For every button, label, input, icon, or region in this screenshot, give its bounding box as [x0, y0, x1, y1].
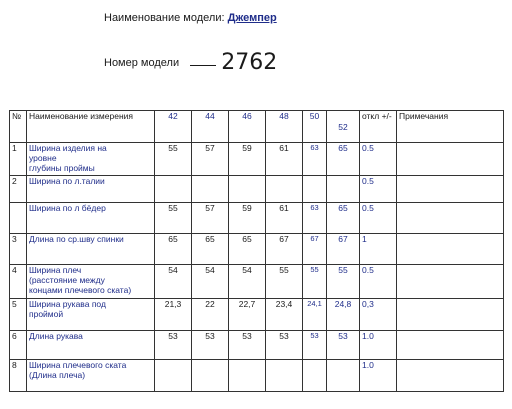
measurement-name — [27, 265, 155, 299]
deviation-cell: 0.5 — [360, 203, 397, 234]
col-header-size: 42 — [155, 111, 192, 143]
measurement-name — [27, 331, 155, 360]
model-number-label: Номер модели — [104, 57, 180, 69]
size-value-cell: 63 — [303, 203, 327, 234]
measurement-name-line: Ширина плечевого ската — [29, 360, 127, 370]
col-header-size: 46 — [229, 111, 266, 143]
size-value-cell: 23,4 — [266, 299, 303, 331]
size-value-cell — [327, 176, 360, 203]
measurement-table — [9, 110, 504, 392]
size-value-cell — [229, 360, 266, 392]
size-value-cell: 59 — [229, 203, 266, 234]
notes-cell — [397, 234, 504, 265]
col-header-size: 52 — [327, 111, 360, 143]
size-value-cell: 63 — [303, 143, 327, 176]
measurement-name-line: (расстояние между — [29, 275, 105, 285]
measurement-name — [27, 299, 155, 331]
col-header-size: 44 — [192, 111, 229, 143]
col-header-size: 50 — [303, 111, 327, 143]
measurement-name-line: глубины проймы — [29, 163, 95, 173]
col-header-deviation: откл +/- — [360, 111, 397, 143]
model-number-value: 2762 — [221, 50, 278, 75]
size-value-cell: 65 — [229, 234, 266, 265]
size-value-cell: 67 — [266, 234, 303, 265]
model-name-value: Джемпер — [227, 12, 277, 24]
row-number: 3 — [10, 234, 27, 265]
model-name-label: Наименование модели: — [104, 12, 225, 24]
size-value-cell: 54 — [192, 265, 229, 299]
notes-cell — [397, 265, 504, 299]
model-number-line — [104, 50, 277, 75]
deviation-cell: 0.5 — [360, 143, 397, 176]
size-value-cell: 65 — [155, 234, 192, 265]
size-value-cell: 61 — [266, 203, 303, 234]
size-value-cell: 22,7 — [229, 299, 266, 331]
deviation-cell: 0.5 — [360, 265, 397, 299]
size-value-cell — [266, 360, 303, 392]
notes-cell — [397, 203, 504, 234]
measurement-name-line: Ширина по л бёдер — [29, 203, 106, 213]
row-number: 2 — [10, 176, 27, 203]
measurement-name — [27, 234, 155, 265]
row-number: 8 — [10, 360, 27, 392]
model-name-line — [104, 12, 277, 24]
size-value-cell — [266, 176, 303, 203]
col-header-size: 48 — [266, 111, 303, 143]
measurement-name — [27, 176, 155, 203]
size-value-cell: 53 — [229, 331, 266, 360]
notes-cell — [397, 331, 504, 360]
size-value-cell — [303, 360, 327, 392]
size-value-cell: 59 — [229, 143, 266, 176]
size-value-cell: 54 — [155, 265, 192, 299]
table-row — [10, 360, 504, 392]
size-value-cell: 53 — [192, 331, 229, 360]
row-number: 1 — [10, 143, 27, 176]
measurement-name-line: концами плечевого ската) — [29, 285, 132, 295]
table-row — [10, 203, 504, 234]
size-value-cell: 53 — [155, 331, 192, 360]
size-value-cell: 55 — [303, 265, 327, 299]
size-value-cell: 65 — [192, 234, 229, 265]
size-value-cell: 65 — [327, 203, 360, 234]
col-header-name: Наименование измерения — [27, 111, 155, 143]
table-header-row — [10, 111, 504, 143]
col-header-notes: Примечания — [397, 111, 504, 143]
measurement-name-line: (Длина плеча) — [29, 370, 86, 380]
deviation-cell: 0,3 — [360, 299, 397, 331]
size-value-cell: 67 — [303, 234, 327, 265]
notes-cell — [397, 176, 504, 203]
size-value-cell: 57 — [192, 203, 229, 234]
table-row — [10, 143, 504, 176]
measurement-name-line: Длина рукава — [29, 331, 83, 341]
measurement-name — [27, 203, 155, 234]
size-value-cell: 55 — [155, 203, 192, 234]
row-number: 6 — [10, 331, 27, 360]
size-value-cell — [155, 360, 192, 392]
size-value-cell: 55 — [266, 265, 303, 299]
notes-cell — [397, 143, 504, 176]
deviation-cell: 1.0 — [360, 360, 397, 392]
size-value-cell — [229, 176, 266, 203]
size-value-cell: 21,3 — [155, 299, 192, 331]
size-value-cell — [155, 176, 192, 203]
size-value-cell: 22 — [192, 299, 229, 331]
notes-cell — [397, 360, 504, 392]
row-number — [10, 203, 27, 234]
size-value-cell: 24,8 — [327, 299, 360, 331]
deviation-cell: 1.0 — [360, 331, 397, 360]
size-value-cell: 53 — [266, 331, 303, 360]
size-value-cell: 67 — [327, 234, 360, 265]
size-value-cell — [303, 176, 327, 203]
row-number: 4 — [10, 265, 27, 299]
size-value-cell: 24,1 — [303, 299, 327, 331]
measurement-name — [27, 143, 155, 176]
model-number-underline — [190, 65, 216, 66]
size-value-cell: 57 — [192, 143, 229, 176]
size-value-cell: 54 — [229, 265, 266, 299]
size-value-cell: 55 — [327, 265, 360, 299]
notes-cell — [397, 299, 504, 331]
size-value-cell — [192, 176, 229, 203]
table-row — [10, 299, 504, 331]
measurement-name — [27, 360, 155, 392]
size-value-cell: 53 — [303, 331, 327, 360]
measurement-name-line: проймой — [29, 309, 64, 319]
size-value-cell: 65 — [327, 143, 360, 176]
table-row — [10, 176, 504, 203]
size-value-cell: 61 — [266, 143, 303, 176]
measurement-name-line: Ширина плеч — [29, 265, 82, 275]
table-row — [10, 234, 504, 265]
size-value-cell — [192, 360, 229, 392]
table-row — [10, 331, 504, 360]
measurement-name-line: Ширина по л.талии — [29, 176, 105, 186]
size-value-cell: 55 — [155, 143, 192, 176]
deviation-cell: 0.5 — [360, 176, 397, 203]
col-header-num: № — [10, 111, 27, 143]
size-value-cell: 53 — [327, 331, 360, 360]
size-value-cell — [327, 360, 360, 392]
deviation-cell: 1 — [360, 234, 397, 265]
measurement-name-line: уровне — [29, 153, 57, 163]
table-row — [10, 265, 504, 299]
measurement-name-line: Ширина изделия на — [29, 143, 107, 153]
measurement-name-line: Длина по ср.шву спинки — [29, 234, 124, 244]
row-number: 5 — [10, 299, 27, 331]
measurement-name-line: Ширина рукава под — [29, 299, 106, 309]
